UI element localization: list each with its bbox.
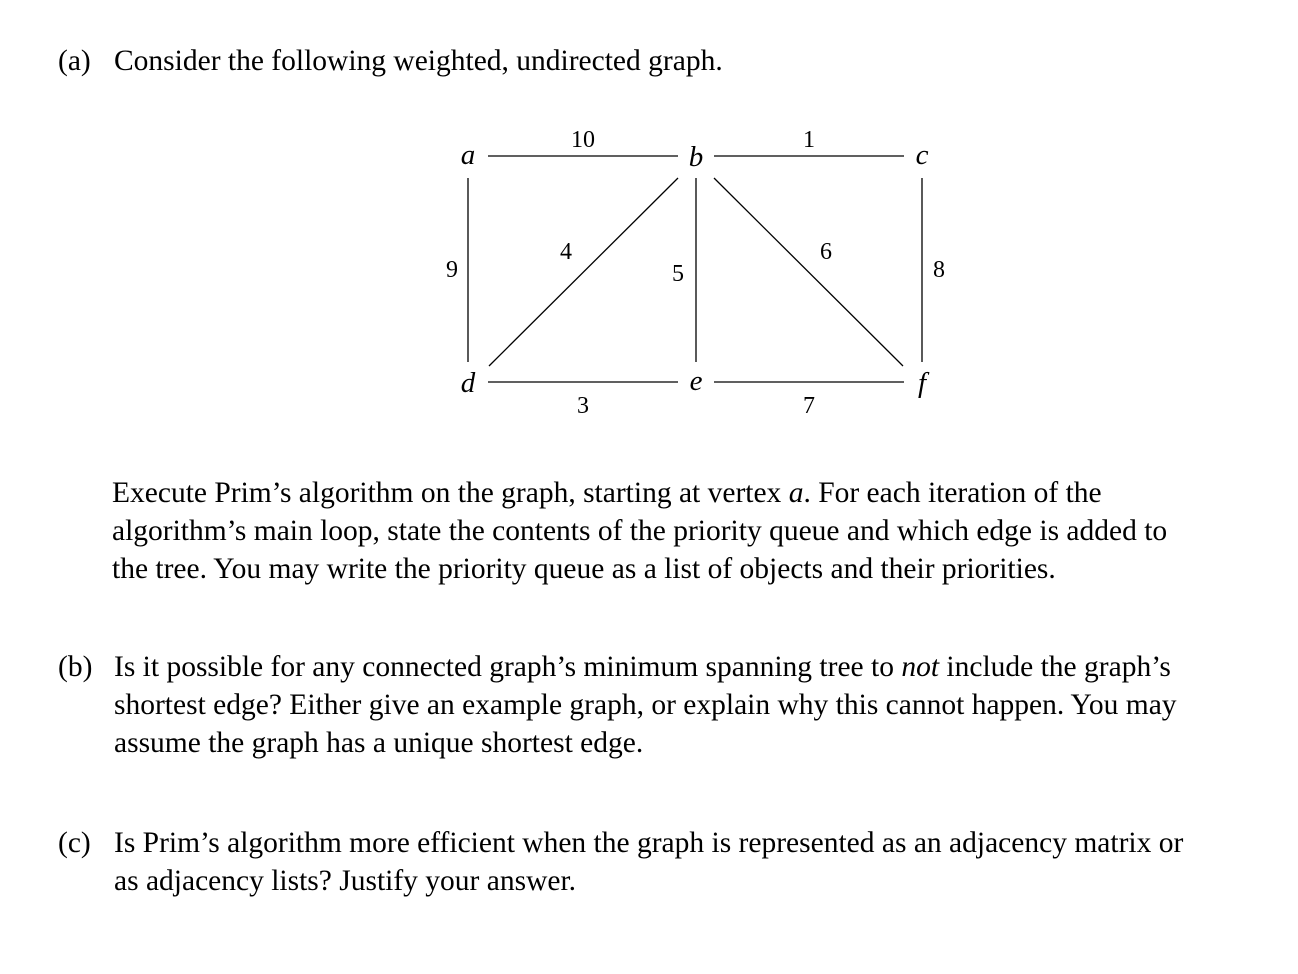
weight-a-b: 10 [571,127,595,153]
vertex-d: d [460,367,476,399]
question-a-instructions [112,474,1272,588]
instructions-line-2: algorithm’s main loop, state the contents of the priority queue and which edge is added to [112,515,1168,547]
weight-b-c: 1 [803,127,815,153]
weight-b-e: 5 [672,261,684,287]
instructions-line-3: the tree. You may write the priority queue as a list of objects and their priorities. [112,553,1056,585]
question-c-label: (c) [58,827,91,859]
question-c-line-1: Is Prim’s algorithm more efficient when the graph is represented as an adjacency matrix or [114,827,1184,859]
edge-b-d [489,178,678,366]
weight-a-d: 9 [446,257,458,283]
emphasis-not: not [901,651,940,683]
question-a-intro: Consider the following weighted, undirected graph. [114,45,723,77]
question-b-line-1 [114,648,1274,686]
question-c-line-2: as adjacency lists? Justify your answer. [114,865,577,897]
vertex-b: b [688,141,704,173]
vertex-e: e [689,365,703,397]
text-run: Is it possible for any connected graph’s minimum spanning tree to [114,651,902,683]
weight-e-f: 7 [803,393,815,419]
weight-c-f: 8 [933,257,945,283]
instructions-line-1 [112,474,1272,512]
weight-d-e: 3 [577,393,589,419]
vertex-a-inline: a [788,477,804,509]
vertex-a: a [460,139,476,171]
question-c-body [114,824,1274,900]
question-b-label: (b) [58,651,93,683]
weight-b-d: 4 [560,239,572,265]
text-run: include the graph’s [939,651,1171,683]
question-b-body [114,648,1274,762]
vertex-f: f [917,367,927,399]
question-b-line-2: shortest edge? Either give an example graph, or explain why this cannot happen. You may [114,689,1177,721]
question-b-line-3: assume the graph has a unique shortest edge. [114,727,644,759]
edge-b-f [714,178,903,366]
graph-diagram [0,0,1298,460]
text-run: Execute Prim’s algorithm on the graph, starting at vertex [112,477,789,509]
text-run: . For each iteration of the [803,477,1102,509]
vertex-c: c [915,139,929,171]
weight-b-f: 6 [820,239,832,265]
question-a-label: (a) [58,45,91,77]
